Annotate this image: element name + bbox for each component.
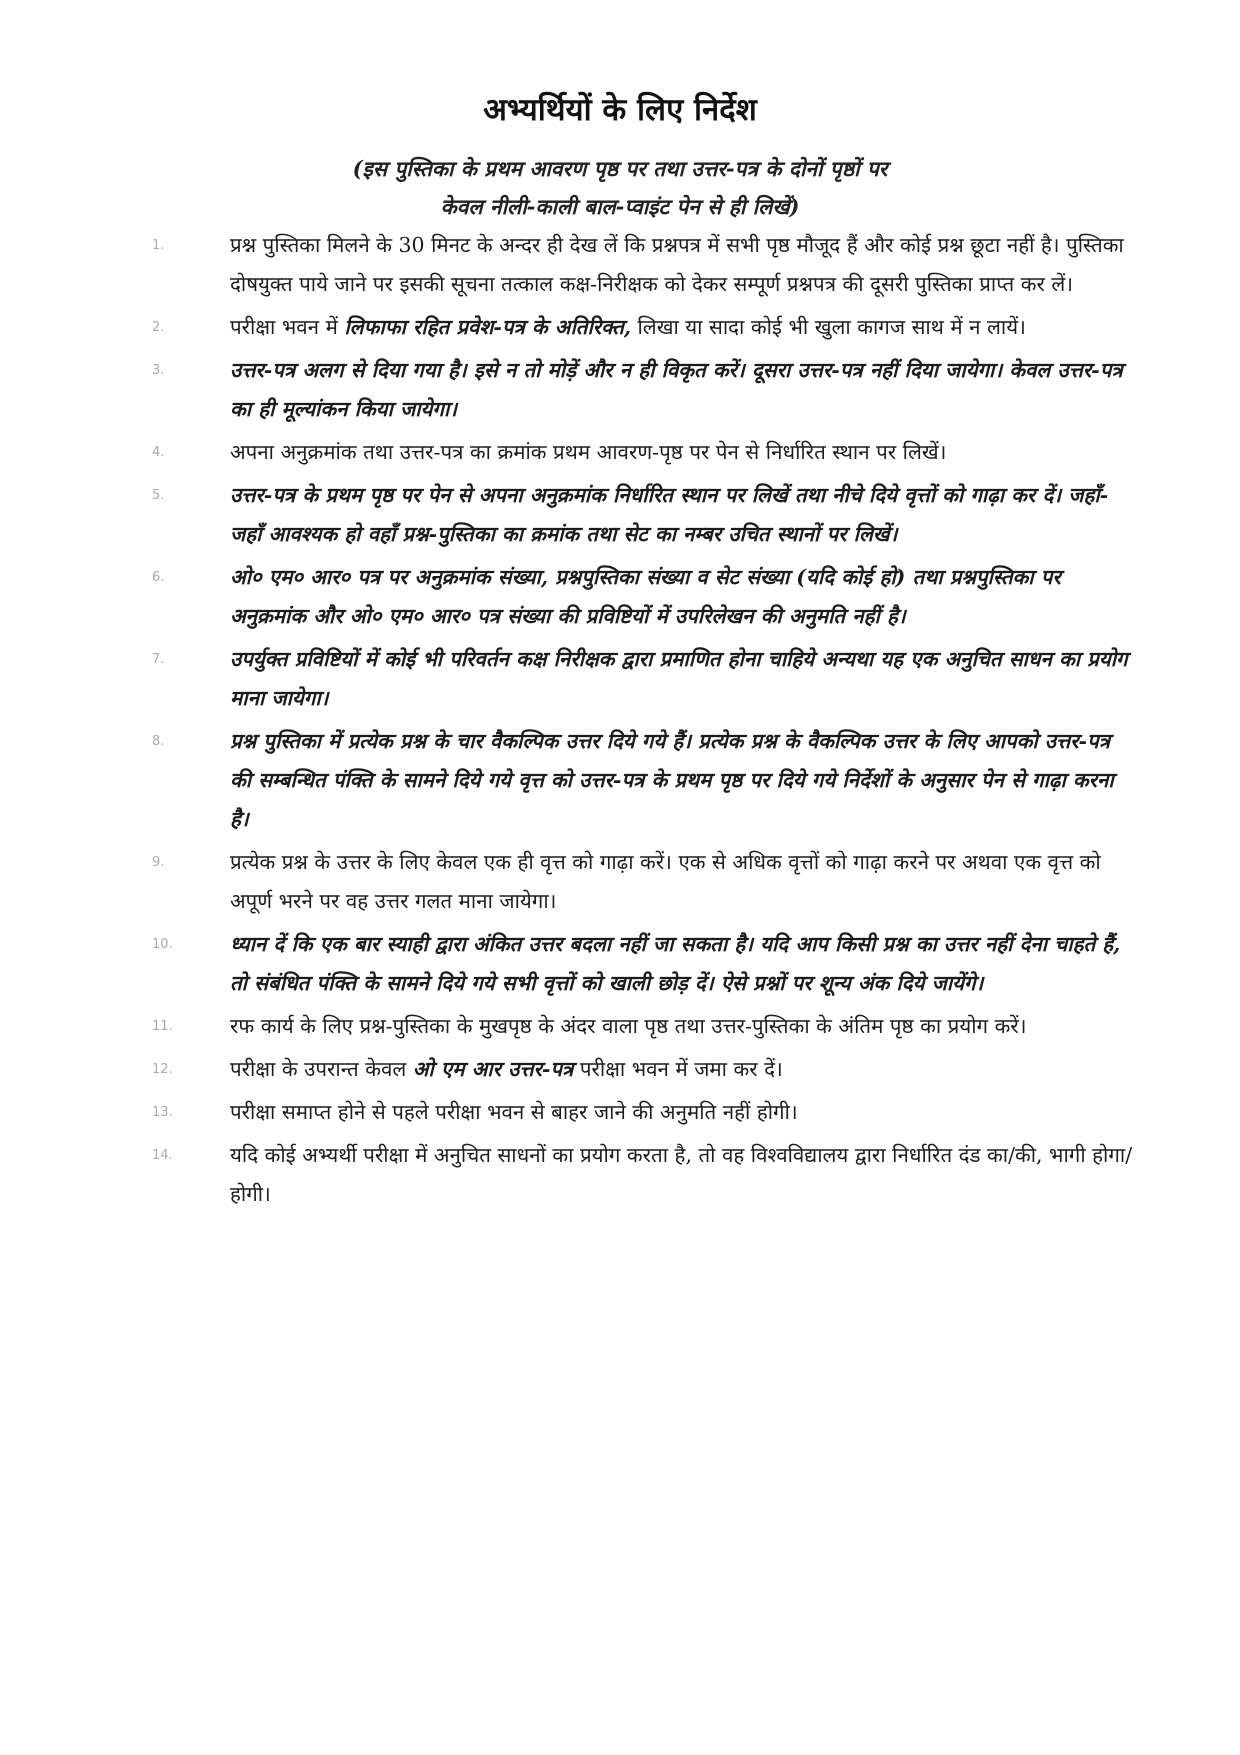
plain-text: परीक्षा भवन में: [230, 315, 345, 339]
instruction-text: [230, 476, 1135, 554]
instruction-number: 2.: [152, 320, 165, 335]
instruction-text: [230, 925, 1135, 1003]
instruction-number: 5.: [152, 488, 165, 503]
plain-text: परीक्षा के उपरान्त केवल: [230, 1057, 413, 1081]
subtitle-line-2: केवल नीली-काली बाल-प्वाइंट पेन से ही लिखें): [440, 194, 800, 219]
plain-text: लिखा या सादा कोई भी खुला कागज साथ में न लायें।: [630, 315, 1026, 339]
emphasis-text: ध्यान दें कि एक बार स्याही द्वारा अंकित उत्तर बदला नहीं जा सकता है। यदि आप किसी प्रश्न का उत्तर नहीं देना चाहते हैं, तो संबंधित पंक्ति के सामने दिये गये सभी वृत्तों को खाली छोड़ दें। ऐसे प्रश्नों पर शून्य अंक दिये जायेंगे।: [230, 932, 1121, 995]
emphasis-text: उत्तर-पत्र अलग से दिया गया है। इसे न तो मोड़ें और न ही विकृत करें। दूसरा उत्तर-पत्र नहीं दिया जायेगा। केवल उत्तर-पत्र का ही मूल्यांकन किया जायेगा।: [230, 358, 1123, 421]
instruction-text: [230, 226, 1135, 304]
instruction-number: 14.: [152, 1148, 173, 1163]
instruction-text: [230, 722, 1135, 839]
instruction-number: 6.: [152, 570, 165, 585]
instruction-item: [152, 1050, 1135, 1089]
instruction-item: [152, 351, 1135, 429]
instruction-item: [152, 722, 1135, 839]
emphasis-text: ओ० एम० आर० पत्र पर अनुक्रमांक संख्या, प्रश्नपुस्तिका संख्या व सेट संख्या (यदि कोई हो) तथा प्रश्नपुस्तिका पर अनुक्रमांक और ओ० एम० आर० पत्र संख्या की प्रविष्टियों में उपरिलेखन की अनुमति नहीं है।: [230, 565, 1061, 628]
instruction-text: [230, 1136, 1135, 1214]
instruction-item: [152, 433, 1135, 472]
instruction-text: [230, 1050, 1135, 1089]
instruction-text: [230, 558, 1135, 636]
instruction-number: 11.: [152, 1019, 173, 1034]
instruction-item: [152, 1093, 1135, 1132]
instruction-item: [152, 226, 1135, 304]
instruction-item: [152, 1136, 1135, 1214]
instruction-item: [152, 1007, 1135, 1046]
instruction-text: [230, 1007, 1135, 1046]
instruction-text: [230, 1093, 1135, 1132]
instruction-item: [152, 558, 1135, 636]
instruction-item: [152, 843, 1135, 921]
instruction-text: [230, 843, 1135, 921]
instruction-list: [152, 226, 1135, 1218]
plain-text: परीक्षा भवन में जमा कर दें।: [573, 1057, 783, 1081]
emphasis-text: प्रश्न पुस्तिका में प्रत्येक प्रश्न के चार वैकल्पिक उत्तर दिये गये हैं। प्रत्येक प्रश्न के वैकल्पिक उत्तर के लिए आपको उत्तर-पत्र की सम्बन्धित पंक्ति के सामने दिये गये वृत्त को उत्तर-पत्र के प्रथम पृष्ठ पर दिये गये निर्देशों के अनुसार पेन से गाढ़ा करना है।: [230, 729, 1114, 831]
instruction-item: [152, 640, 1135, 718]
emphasis-text: उत्तर-पत्र के प्रथम पृष्ठ पर पेन से अपना अनुक्रमांक निर्धारित स्थान पर लिखें तथा नीचे दिये वृत्तों को गाढ़ा कर दें। जहाँ-जहाँ आवश्यक हो वहाँ प्रश्न-पुस्तिका का क्रमांक तथा सेट का नम्बर उचित स्थानों पर लिखें।: [230, 483, 1109, 546]
emphasis-text: लिफाफा रहित प्रवेश-पत्र के अतिरिक्त,: [344, 315, 631, 339]
page-title: अभ्यर्थियों के लिए निर्देश: [483, 92, 757, 128]
instruction-number: 3.: [152, 363, 165, 378]
instruction-text: [230, 351, 1135, 429]
instruction-number: 10.: [152, 937, 173, 952]
instruction-number: 8.: [152, 734, 165, 749]
instruction-item: [152, 476, 1135, 554]
emphasis-text: उपर्युक्त प्रविष्टियों में कोई भी परिवर्तन कक्ष निरीक्षक द्वारा प्रमाणित होना चाहिये अन्यथा यह एक अनुचित साधन का प्रयोग माना जायेगा।: [230, 647, 1128, 710]
instruction-number: 9.: [152, 855, 165, 870]
instruction-number: 1.: [152, 238, 165, 253]
plain-text: प्रश्न पुस्तिका मिलने के 30 मिनट के अन्दर ही देख लें कि प्रश्नपत्र में सभी पृष्ठ मौजूद हैं और कोई प्रश्न छूटा नहीं है। पुस्तिका दोषयुक्त पाये जाने पर इसकी सूचना तत्काल कक्ष-निरीक्षक को देकर सम्पूर्ण प्रश्नपत्र की दूसरी पुस्तिका प्राप्त कर लें।: [230, 233, 1124, 296]
instruction-number: 4.: [152, 445, 165, 460]
instruction-text: [230, 308, 1135, 347]
instruction-text: [230, 640, 1135, 718]
instruction-item: [152, 925, 1135, 1003]
instruction-number: 7.: [152, 652, 165, 667]
instruction-number: 12.: [152, 1062, 173, 1077]
plain-text: यदि कोई अभ्यर्थी परीक्षा में अनुचित साधनों का प्रयोग करता है, तो वह विश्वविद्यालय द्वारा निर्धारित दंड का/की, भागी होगा/होगी।: [230, 1143, 1133, 1206]
plain-text: प्रत्येक प्रश्न के उत्तर के लिए केवल एक ही वृत्त को गाढ़ा करें। एक से अधिक वृत्तों को गाढ़ा करने पर अथवा एक वृत्त को अपूर्ण भरने पर वह उत्तर गलत माना जायेगा।: [230, 850, 1101, 913]
plain-text: रफ कार्य के लिए प्रश्न-पुस्तिका के मुखपृष्ठ के अंदर वाला पृष्ठ तथा उत्तर-पुस्तिका के अंतिम पृष्ठ का प्रयोग करें।: [230, 1014, 1027, 1038]
subtitle-line-1: (इस पुस्तिका के प्रथम आवरण पृष्ठ पर तथा उत्तर-पत्र के दोनों पृष्ठों पर: [352, 156, 888, 181]
instruction-text: [230, 433, 1135, 472]
plain-text: अपना अनुक्रमांक तथा उत्तर-पत्र का क्रमांक प्रथम आवरण-पृष्ठ पर पेन से निर्धारित स्थान पर लिखें।: [230, 440, 947, 464]
plain-text: परीक्षा समाप्त होने से पहले परीक्षा भवन से बाहर जाने की अनुमति नहीं होगी।: [230, 1100, 798, 1124]
instruction-number: 13.: [152, 1105, 173, 1120]
instruction-item: [152, 308, 1135, 347]
emphasis-text: ओ एम आर उत्तर-पत्र: [412, 1057, 574, 1081]
